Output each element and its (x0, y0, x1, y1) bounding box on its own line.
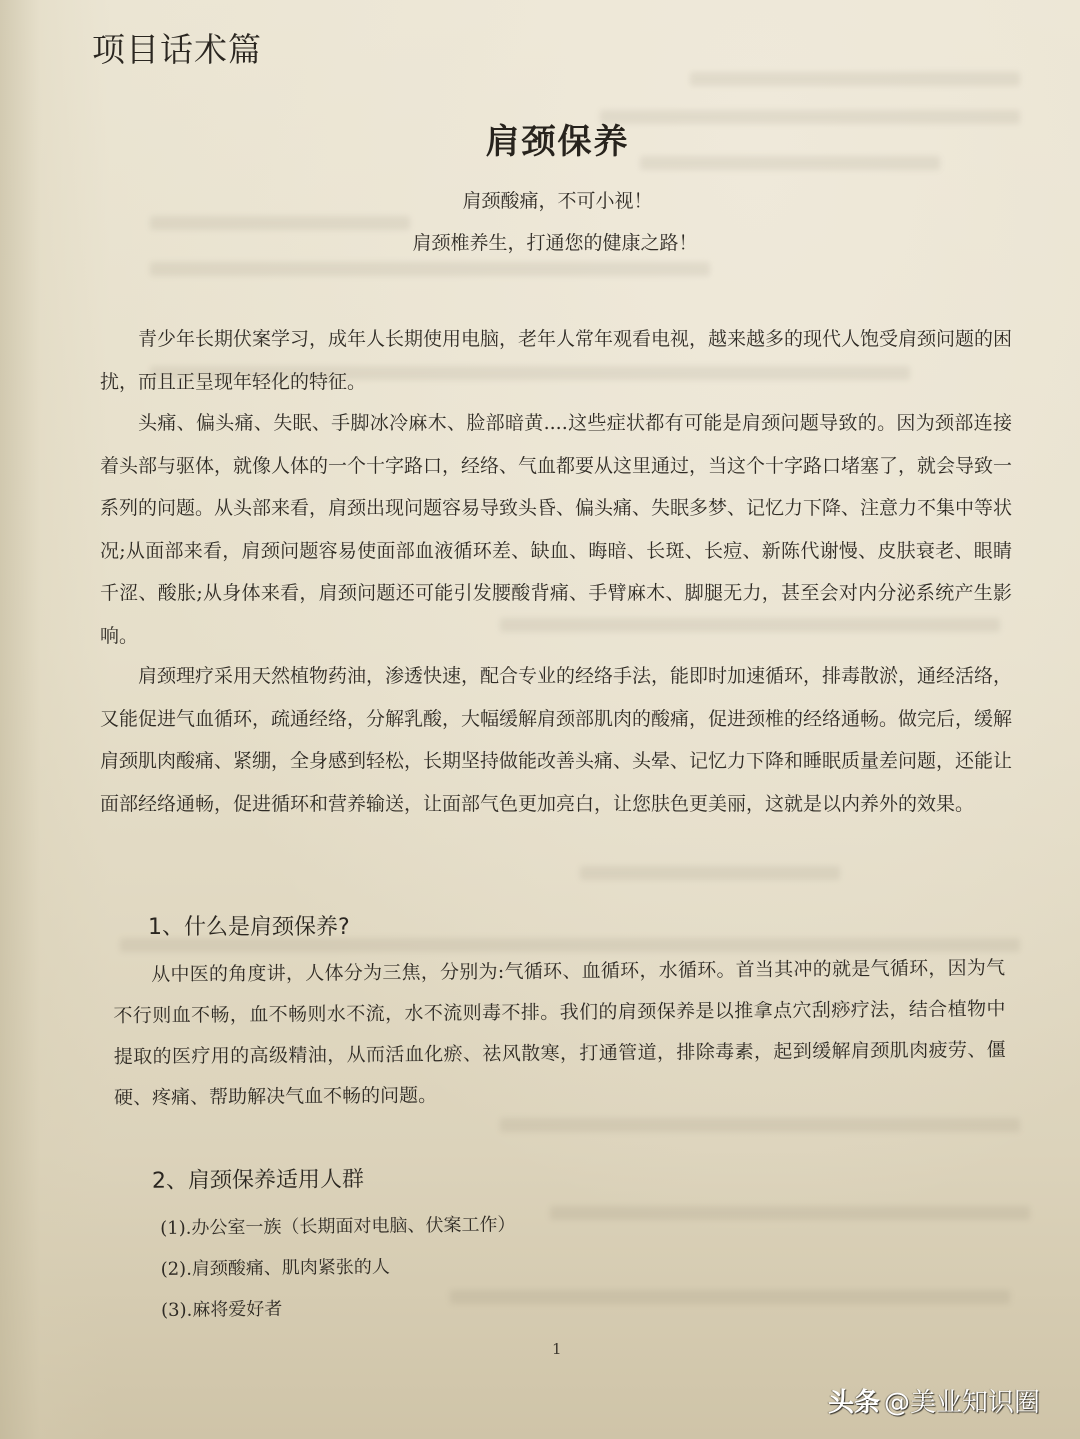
watermark-brand: 头条 (828, 1388, 881, 1418)
intro-paragraph: 青少年长期伏案学习，成年人长期使用电脑，老年人常年观看电视，越来越多的现代人饱受肩颈问题的困扰，而且正呈现年轻化的特征。 (100, 328, 1013, 393)
section-body: 从中医的角度讲，人体分为三焦，分别为:气循环、血循环，水循环。首当其冲的就是气循环，因为气不行则血不畅，血不畅则水不流，水不流则毒不排。我们的肩颈保养是以推拿点穴刮痧疗法，结合植物中提取的医疗用的高级精油，从而活血化瘀、祛风散寒，打通管道，排除毒素，起到缓解肩颈肌肉疲劳、僵硬、疼痛、帮助解决气血不畅的问题。 (113, 956, 1006, 1109)
header-title: 项目话术篇 (92, 30, 262, 69)
page-number: 1 (552, 1340, 562, 1358)
intro-paragraph: 头痛、偏头痛、失眠、手脚冰冷麻木、脸部暗黄....这些症状都有可能是肩颈问题导致的。因为颈部连接着头部与驱体，就像人体的一个十字路口，经络、气血都要从这里通过，当这个十字路口堵塞了，就会导致一系列的问题。从头部来看，肩颈出现问题容易导致头昏、偏头痛、失眠多梦、记忆力下降、注意力不集中等状况;从面部来看，肩颈问题容易使面部血液循环差、缺血、晦暗、长斑、长痘、新陈代谢慢、皮肤衰老、眼睛千涩、酸胀;从身体来看，肩颈问题还可能引发腰酸背痛、手臂麻木、脚腿无力，甚至会对内分泌系统产生影响。 (100, 412, 1013, 647)
bleed-through-shadow (450, 1290, 1010, 1304)
slogan-line: 肩颈酸痛，不可小视！ (462, 190, 653, 212)
list-item: (1).办公室一族（长期面对电脑、伏案工作） (160, 1214, 516, 1239)
bleed-through-shadow (550, 1206, 1030, 1220)
bleed-through-shadow (150, 262, 710, 276)
section-heading: 2、肩颈保养适用人群 (151, 1167, 365, 1194)
bleed-through-shadow (690, 72, 1020, 86)
document-title: 肩颈保养 (485, 122, 630, 162)
watermark-handle: @美业知识圈 (884, 1388, 1041, 1418)
watermark (828, 1382, 1040, 1419)
intro-paragraph: 肩颈理疗采用天然植物药油，渗透快速，配合专业的经络手法，能即时加速循环，排毒散淤，通经活络，又能促进气血循环，疏通经络，分解乳酸，大幅缓解肩颈部肌肉的酸痛，促进颈椎的经络通畅。做完后，缓解肩颈肌肉酸痛、紧绷，全身感到轻松，长期坚持做能改善头痛、头晕、记忆力下降和睡眠质量差问题，还能让面部经络通畅，促进循环和营养输送，让面部气色更加亮白，让您肤色更美丽，这就是以内养外的效果。 (100, 665, 1013, 815)
bleed-through-shadow (500, 1118, 1020, 1132)
list-item: (3).麻将爱好者 (160, 1298, 283, 1321)
target-group-list (160, 1204, 516, 1331)
section-heading: 1、什么是肩颈保养? (148, 915, 350, 940)
list-item: (2).肩颈酸痛、肌肉紧张的人 (160, 1256, 390, 1280)
slogan-line: 肩颈椎养生，打通您的健康之路！ (412, 232, 698, 254)
bleed-through-shadow (580, 866, 840, 880)
